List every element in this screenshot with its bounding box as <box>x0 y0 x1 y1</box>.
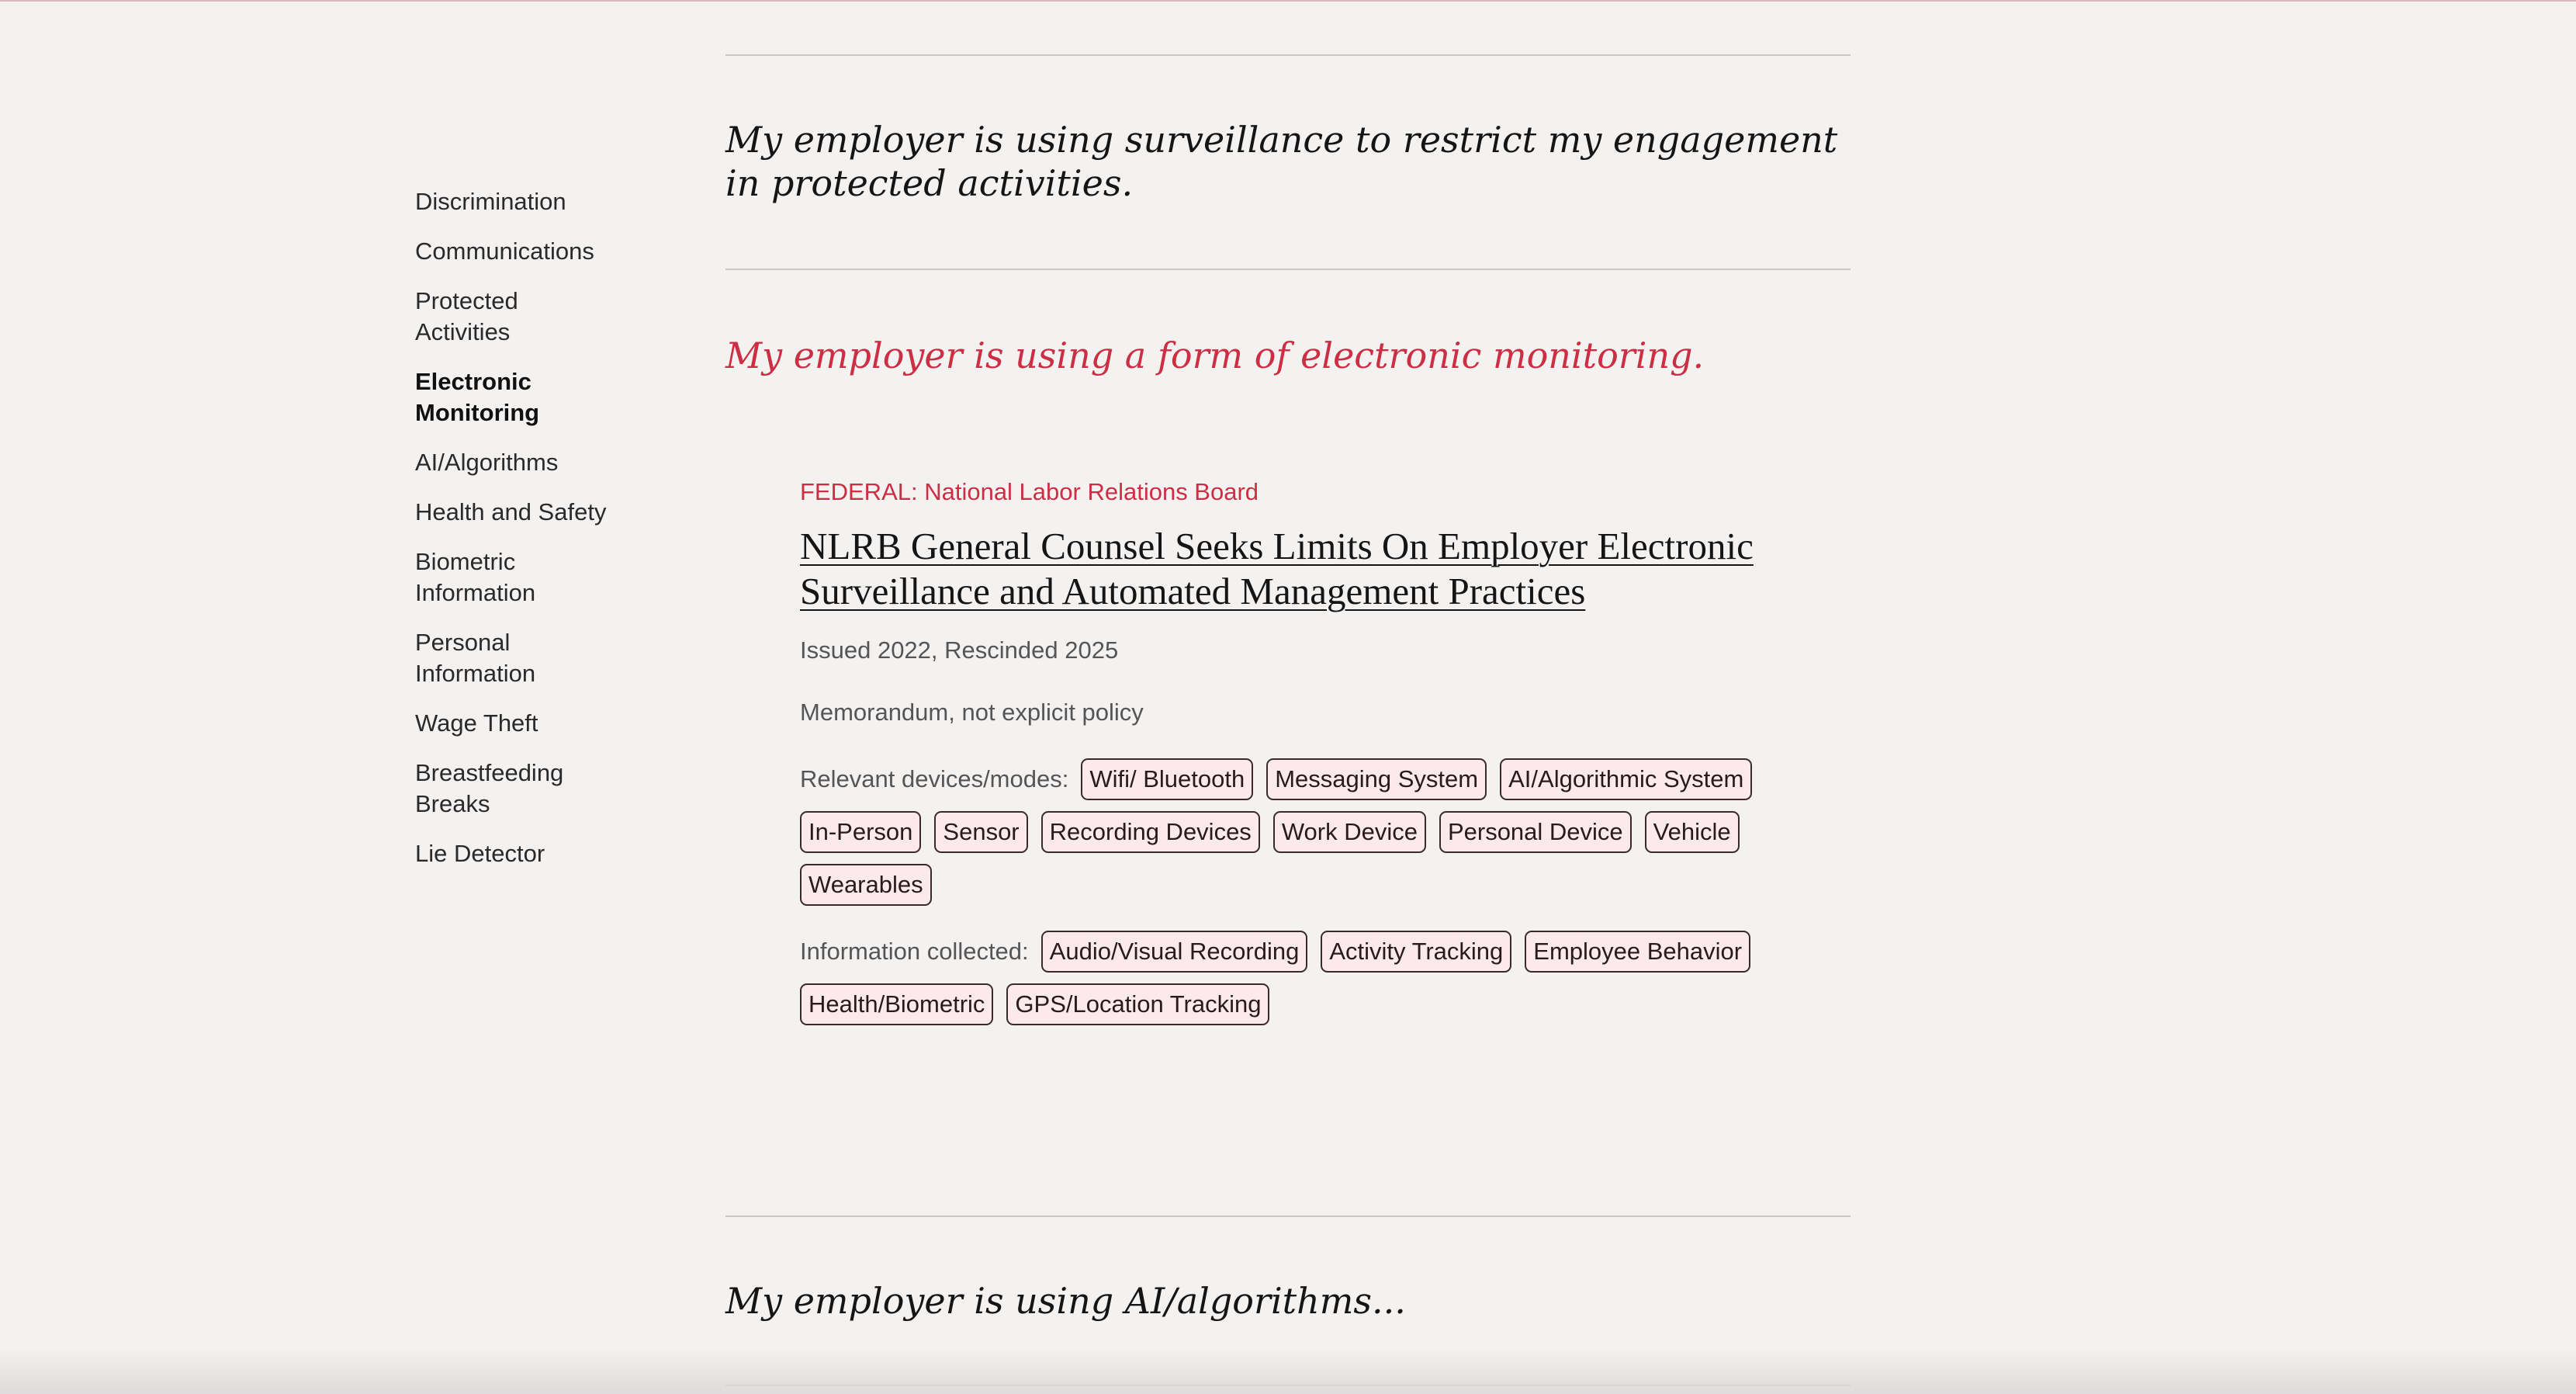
info-collected-row <box>800 931 1824 1025</box>
devices-row <box>800 758 1824 906</box>
tag-sensor[interactable]: Sensor <box>934 811 1027 853</box>
tag-recording-devices[interactable]: Recording Devices <box>1041 811 1260 853</box>
sidebar-item-communications[interactable]: Communications <box>415 238 594 265</box>
tag-personal-device[interactable]: Personal Device <box>1439 811 1632 853</box>
tag-messaging-system[interactable]: Messaging System <box>1266 758 1487 800</box>
tag-wifi-bluetooth[interactable]: Wifi/ Bluetooth <box>1081 758 1253 800</box>
tag-work-device[interactable]: Work Device <box>1273 811 1426 853</box>
law-title-link[interactable]: NLRB General Counsel Seeks Limits On Employer Electronic Surveillance and Automated Management Practices <box>800 525 1754 612</box>
law-card <box>800 477 1824 1025</box>
tag-employee-behavior[interactable]: Employee Behavior <box>1525 931 1750 973</box>
tag-vehicle[interactable]: Vehicle <box>1645 811 1740 853</box>
tag-activity-tracking[interactable]: Activity Tracking <box>1321 931 1511 973</box>
section-divider <box>725 1215 1851 1217</box>
issued-date: Issued 2022, Rescinded 2025 <box>800 636 1119 664</box>
section-divider <box>725 269 1851 270</box>
question-electronic-monitoring[interactable]: My employer is using a form of electronic monitoring. <box>725 335 1705 376</box>
sidebar-item-lie-detector[interactable]: Lie Detector <box>415 840 545 867</box>
tag-ai-algorithmic-system[interactable]: AI/Algorithmic System <box>1500 758 1752 800</box>
devices-label: Relevant devices/modes: <box>800 765 1069 792</box>
question-ai-algorithms[interactable]: My employer is using AI/algorithms... <box>725 1280 1406 1322</box>
sidebar-item-ai-algorithms[interactable]: AI/Algorithms <box>415 449 559 476</box>
sidebar-item-personal-information[interactable]: Personal Information <box>415 629 536 687</box>
question-protected-activities[interactable]: My employer is using surveillance to restrict my engagement in protected activities. <box>725 119 1838 204</box>
sidebar-item-health-and-safety[interactable]: Health and Safety <box>415 498 607 525</box>
policy-type: Memorandum, not explicit policy <box>800 699 1144 726</box>
tag-in-person[interactable]: In-Person <box>800 811 921 853</box>
tag-audio-visual-recording[interactable]: Audio/Visual Recording <box>1041 931 1308 973</box>
sidebar-item-discrimination[interactable]: Discrimination <box>415 188 566 215</box>
top-rule <box>0 0 2576 2</box>
agency-label: FEDERAL: National Labor Relations Board <box>800 478 1259 505</box>
sidebar-item-biometric-information[interactable]: Biometric Information <box>415 548 536 606</box>
tag-wearables[interactable]: Wearables <box>800 864 932 906</box>
sidebar-item-electronic-monitoring[interactable]: Electronic Monitoring <box>415 368 540 426</box>
tag-health-biometric[interactable]: Health/Biometric <box>800 983 993 1025</box>
tag-gps-location-tracking[interactable]: GPS/Location Tracking <box>1006 983 1269 1025</box>
section-divider <box>725 54 1851 56</box>
info-collected-label: Information collected: <box>800 938 1029 965</box>
sidebar-nav <box>415 186 648 888</box>
bottom-shade <box>0 1347 2576 1394</box>
sidebar-item-breastfeeding-breaks[interactable]: Breastfeeding Breaks <box>415 759 564 817</box>
sidebar-item-wage-theft[interactable]: Wage Theft <box>415 709 538 737</box>
sidebar-item-protected-activities[interactable]: Protected Activities <box>415 287 518 345</box>
